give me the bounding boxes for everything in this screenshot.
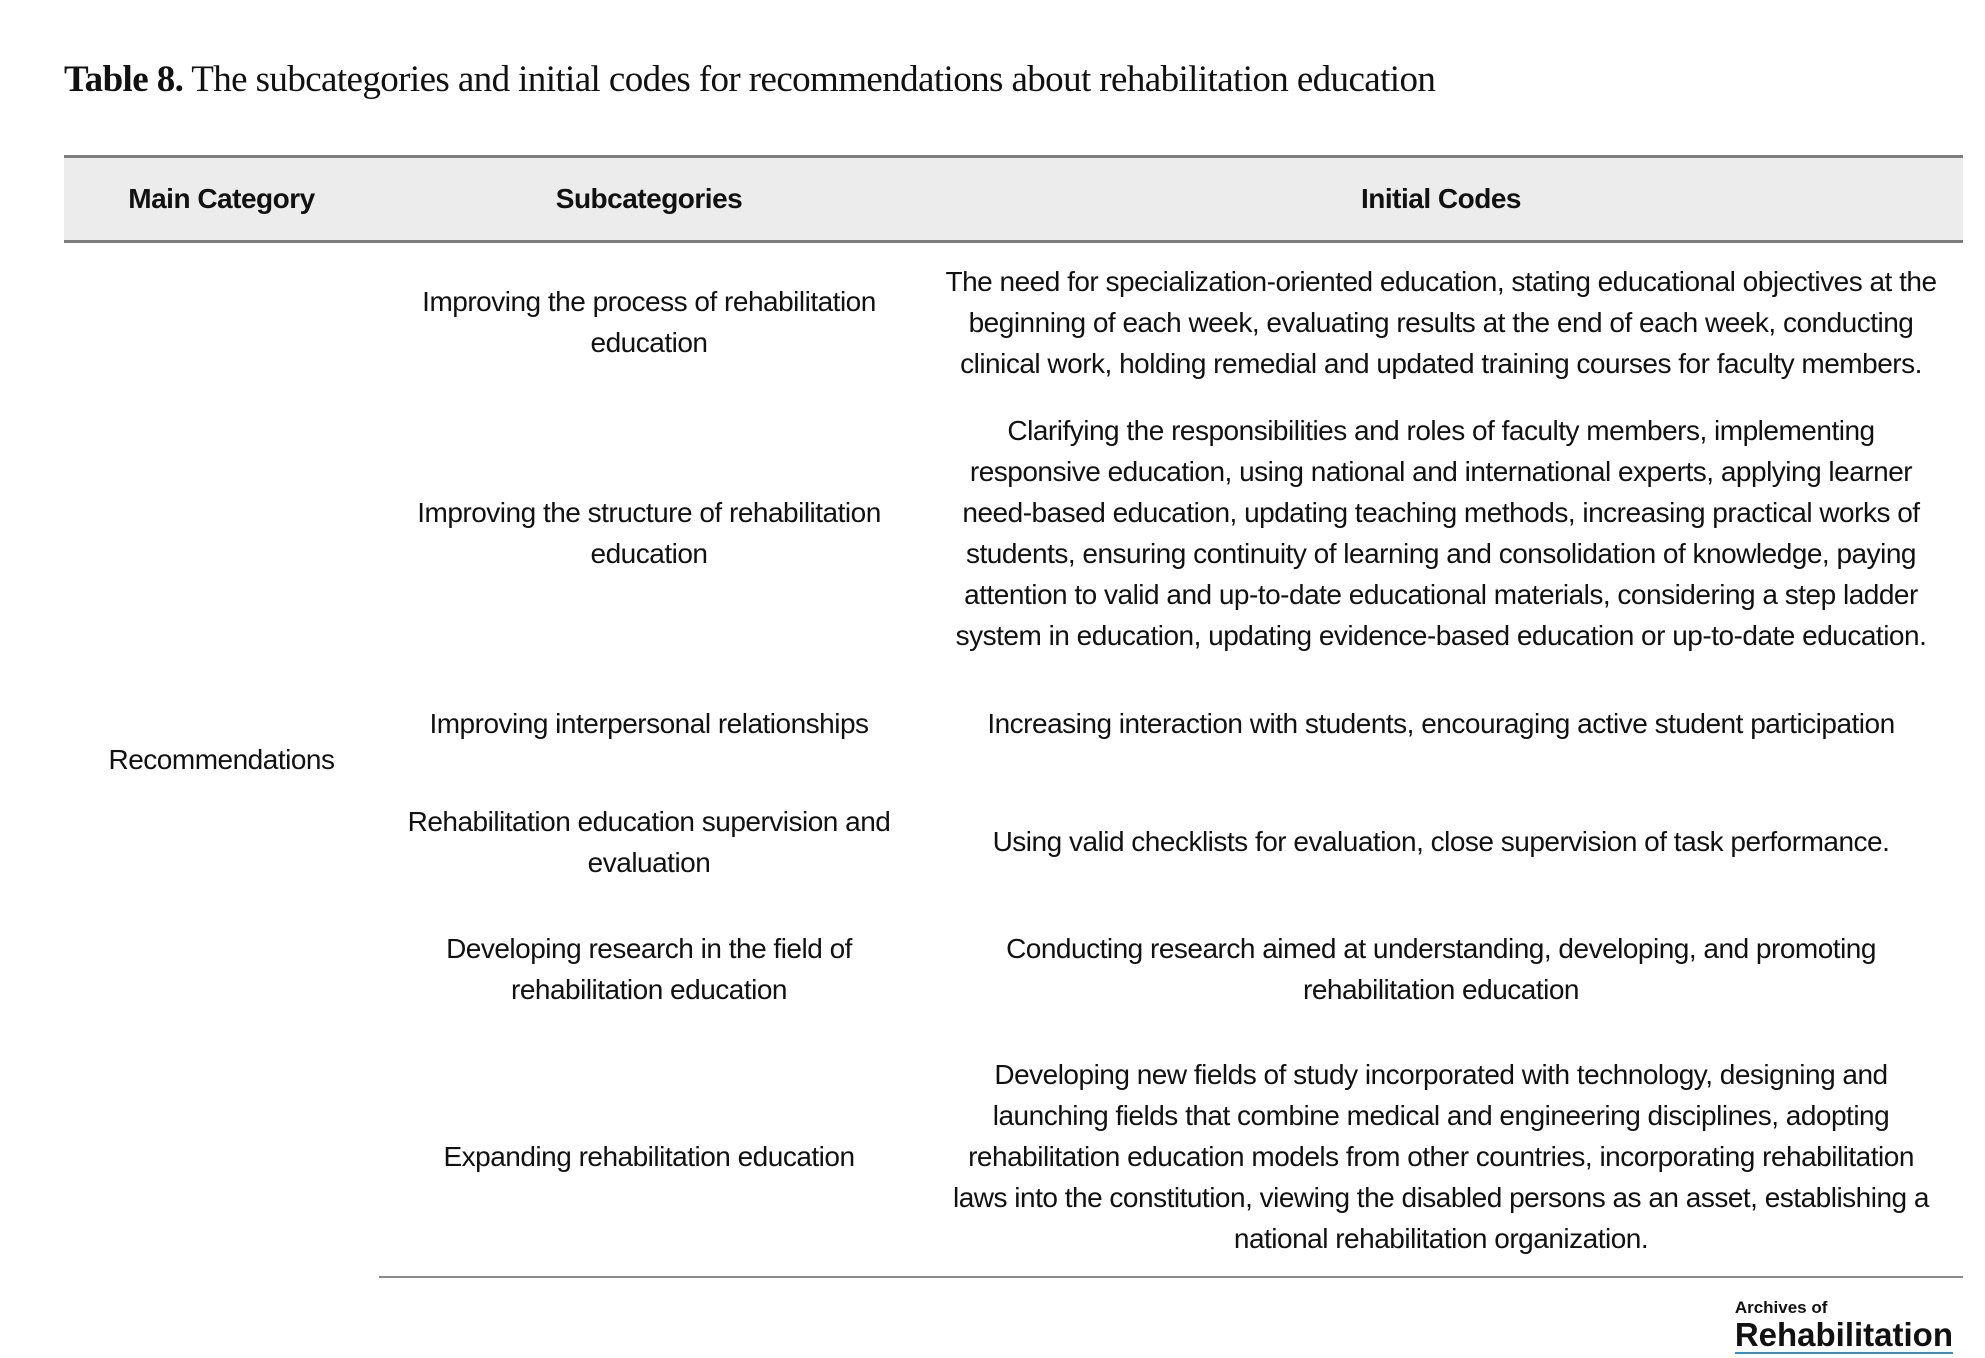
- codes-cell: Conducting research aimed at understanding, developing, and promoting rehabilitation education: [1006, 933, 1876, 1005]
- codes-cell: Increasing interaction with students, encouraging active student participation: [987, 707, 1895, 739]
- codes-cell: The need for specialization-oriented education, stating educational objectives at the beginning of each week, evaluating results at the end of each week, conducting clinical work, holding remedial and updated training courses for faculty members.: [945, 265, 1937, 379]
- recommendations-table: [64, 155, 1963, 1278]
- caption-label: Table 8.: [64, 59, 184, 100]
- header-initial-codes: Initial Codes: [919, 157, 1963, 242]
- table-row: [64, 242, 1963, 402]
- header-row: [64, 157, 1963, 242]
- subcategory-cell: Improving the structure of rehabilitation education: [417, 497, 881, 569]
- main-category-cell: Recommendations: [108, 744, 335, 776]
- subcategory-cell: Developing research in the field of rehabilitation education: [446, 933, 852, 1005]
- journal-logo: [1735, 1298, 1953, 1354]
- codes-cell: Using valid checklists for evaluation, close supervision of task performance.: [992, 826, 1890, 857]
- subcategory-cell: Rehabilitation education supervision and evaluation: [407, 805, 891, 878]
- subcategory-cell: Expanding rehabilitation education: [379, 1037, 919, 1277]
- subcategory-cell: Improving the process of rehabilitation education: [422, 286, 876, 359]
- caption-text: The subcategories and initial codes for recommendations about rehabilitation education: [191, 59, 1436, 100]
- header-subcategories: Subcategories: [379, 157, 919, 242]
- subcategory-cell: Improving interpersonal relationships: [429, 707, 869, 739]
- codes-cell: Clarifying the responsibilities and roles of faculty members, implementing responsive education, using national and international experts, applying learner need-based education, updating teaching methods, increasing practical works of students, ensuring continuity of learning and consolidation of knowledge, paying attention to valid and up-to-date educational materials, considering a step ladder system in education, updating evidence-based education or up-to-date education.: [955, 415, 1927, 651]
- header-main-category: Main Category: [64, 157, 379, 242]
- logo-line1: Archives of: [1734, 1298, 1828, 1317]
- table-caption: [64, 58, 1435, 101]
- logo-line2: Rehabilitation: [1734, 1316, 1953, 1353]
- codes-cell: Developing new fields of study incorporated with technology, designing and launching fields that combine medical and engineering disciplines, adopting rehabilitation education models from other countries, incorporating rehabilitation laws into the constitution, viewing the disabled persons as an asset, establishing a national rehabilitation organization.: [919, 1037, 1963, 1277]
